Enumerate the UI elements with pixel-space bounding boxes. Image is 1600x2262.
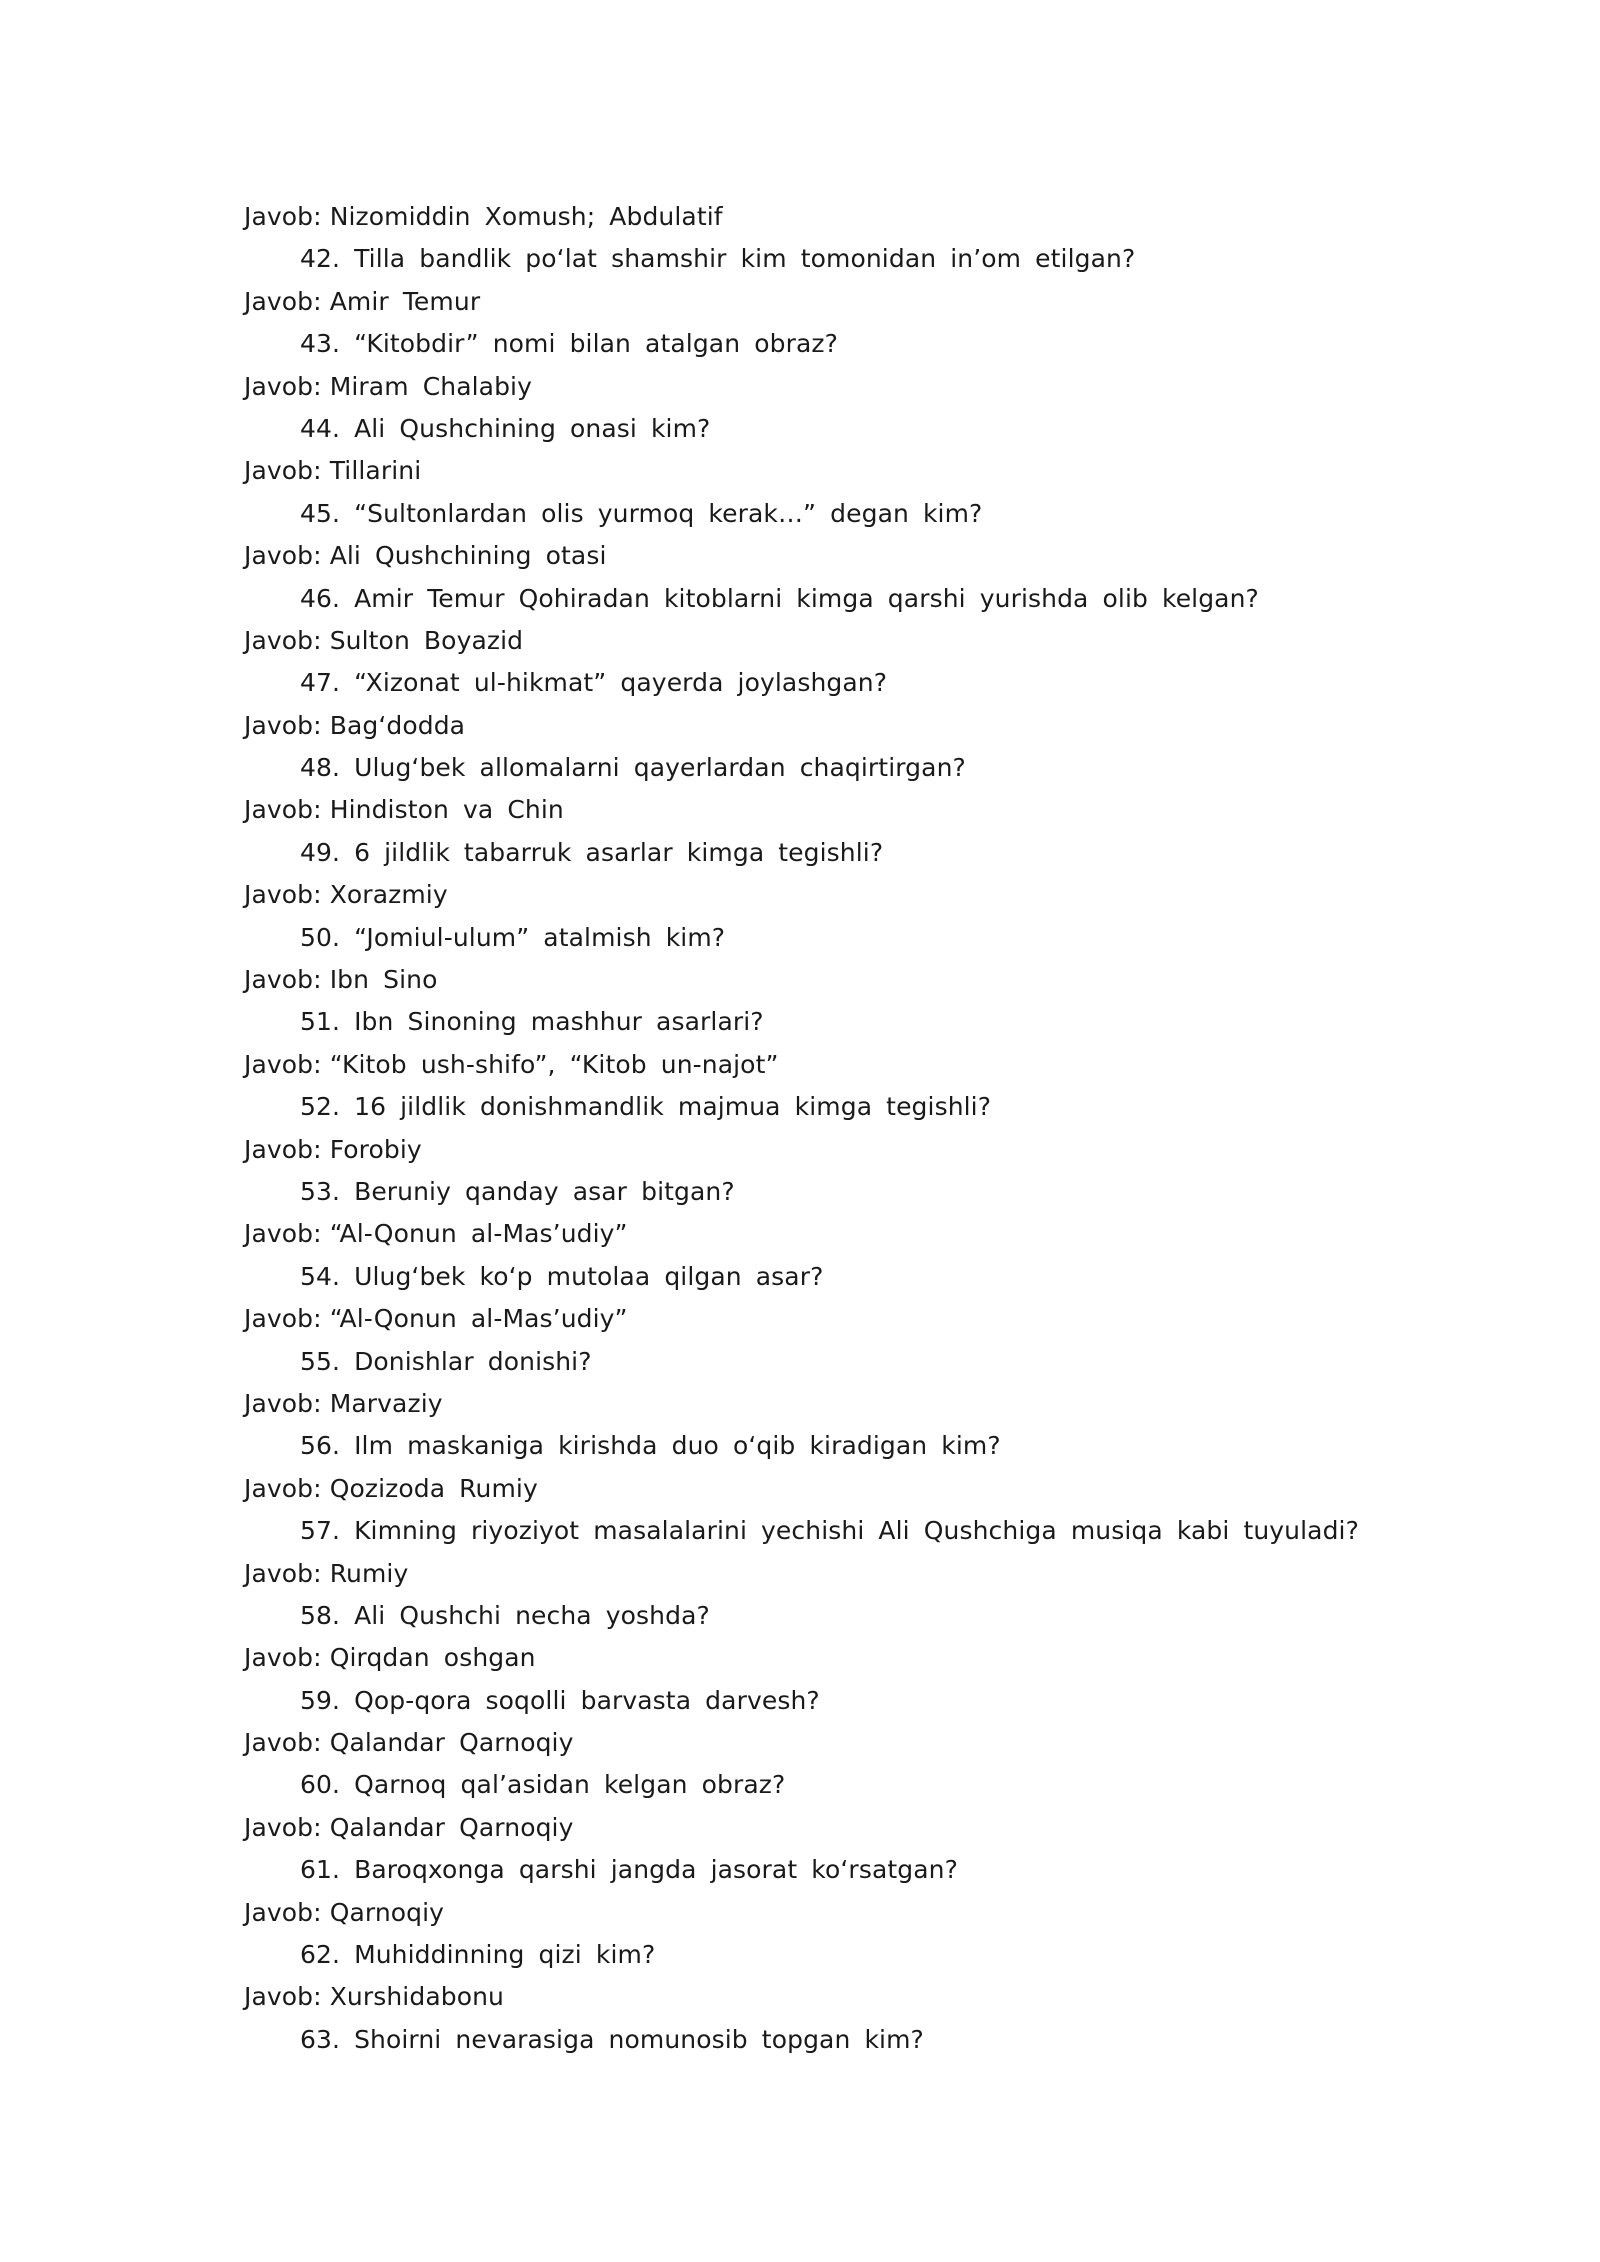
question-text: Ibn Sinoning mashhur asarlari? — [354, 1007, 764, 1037]
answer-text: Rumiy — [329, 1558, 409, 1588]
question-text: Ulug‘bek ko‘p mutolaa qilgan asar? — [354, 1261, 824, 1291]
answer-label: Javob: — [244, 710, 322, 740]
answer-label: Javob: — [244, 1473, 322, 1503]
question-number: 62. — [300, 1940, 341, 1970]
question-number: 49. — [300, 837, 341, 867]
question-number: 48. — [300, 753, 341, 783]
answer-label: Javob: — [244, 1643, 322, 1673]
answer-line — [244, 1553, 1424, 1595]
answer-text: Ali Qushchining otasi — [329, 541, 607, 571]
question-text: Baroqxonga qarshi jangda jasorat ko‘rsatgan? — [354, 1855, 958, 1885]
question-text: “Kitobdir” nomi bilan atalgan obraz? — [354, 329, 838, 359]
answer-line — [244, 281, 1424, 323]
answer-label: Javob: — [244, 456, 322, 486]
question-number: 42. — [300, 244, 341, 274]
question-line — [244, 408, 1424, 450]
answer-text: Marvaziy — [329, 1388, 443, 1418]
question-text: Beruniy qanday asar bitgan? — [354, 1176, 735, 1206]
question-line — [244, 1425, 1424, 1467]
question-line — [244, 1341, 1424, 1383]
answer-text: Qozizoda Rumiy — [329, 1473, 538, 1503]
question-text: 16 jildlik donishmandlik majmua kimga tegishli? — [354, 1092, 992, 1122]
question-number: 57. — [300, 1516, 341, 1546]
answer-line — [244, 1129, 1424, 1171]
question-line — [244, 1086, 1424, 1128]
question-line — [244, 832, 1424, 874]
question-line — [244, 493, 1424, 535]
answer-label: Javob: — [244, 371, 322, 401]
question-text: 6 jildlik tabarruk asarlar kimga tegishli? — [354, 837, 884, 867]
answer-text: “Kitob ush-shifo”, “Kitob un-najot” — [329, 1049, 779, 1079]
question-text: Qop-qora soqolli barvasta darvesh? — [354, 1685, 820, 1715]
question-number: 54. — [300, 1261, 341, 1291]
answer-label: Javob: — [244, 1728, 322, 1758]
answer-line — [244, 450, 1424, 492]
question-text: Ilm maskaniga kirishda duo o‘qib kiradigan kim? — [354, 1431, 1001, 1461]
answer-line — [244, 959, 1424, 1001]
answer-label: Javob: — [244, 286, 322, 316]
answer-label: Javob: — [244, 1897, 322, 1927]
answer-text: Xurshidabonu — [329, 1982, 504, 2012]
question-text: “Jomiul-ulum” atalmish kim? — [354, 922, 726, 952]
answer-label: Javob: — [244, 880, 322, 910]
question-text: Amir Temur Qohiradan kitoblarni kimga qarshi yurishda olib kelgan? — [354, 583, 1259, 613]
question-line — [244, 1849, 1424, 1891]
answer-line — [244, 1468, 1424, 1510]
question-line — [244, 662, 1424, 704]
answer-line — [244, 1892, 1424, 1934]
answer-text: Nizomiddin Xomush; Abdulatif — [329, 202, 723, 231]
answer-label: Javob: — [244, 1558, 322, 1588]
answer-label: Javob: — [244, 1049, 322, 1079]
answer-text: Forobiy — [329, 1134, 422, 1164]
question-number: 44. — [300, 413, 341, 443]
answer-line — [244, 196, 1424, 238]
question-number: 63. — [300, 2024, 341, 2054]
question-line — [244, 1256, 1424, 1298]
answer-label: Javob: — [244, 1304, 322, 1334]
answer-text: Hindiston va Chin — [329, 795, 564, 825]
answer-label: Javob: — [244, 1388, 322, 1418]
answer-line — [244, 1807, 1424, 1849]
qa-list — [244, 196, 1424, 2061]
answer-text: Qalandar Qarnoqiy — [329, 1728, 574, 1758]
answer-line — [244, 1298, 1424, 1340]
question-number: 60. — [300, 1770, 341, 1800]
question-number: 46. — [300, 583, 341, 613]
question-text: Ulug‘bek allomalarni qayerlardan chaqirtirgan? — [354, 753, 966, 783]
question-number: 58. — [300, 1600, 341, 1630]
answer-label: Javob: — [244, 1219, 322, 1249]
answer-text: Bag‘dodda — [329, 710, 466, 740]
answer-label: Javob: — [244, 965, 322, 995]
answer-line — [244, 705, 1424, 747]
answer-line — [244, 1722, 1424, 1764]
question-line — [244, 1510, 1424, 1552]
answer-text: Miram Chalabiy — [329, 371, 532, 401]
answer-line — [244, 789, 1424, 831]
answer-text: Ibn Sino — [329, 965, 438, 995]
question-number: 47. — [300, 668, 341, 698]
question-text: Kimning riyoziyot masalalarini yechishi Ali Qushchiga musiqa kabi tuyuladi? — [354, 1516, 1359, 1546]
question-text: Qarnoq qal’asidan kelgan obraz? — [354, 1770, 786, 1800]
answer-line — [244, 1044, 1424, 1086]
question-number: 59. — [300, 1685, 341, 1715]
question-number: 50. — [300, 922, 341, 952]
answer-label: Javob: — [244, 1134, 322, 1164]
answer-label: Javob: — [244, 625, 322, 655]
question-line — [244, 1680, 1424, 1722]
question-number: 51. — [300, 1007, 341, 1037]
answer-label: Javob: — [244, 202, 322, 231]
answer-text: Sulton Boyazid — [329, 625, 524, 655]
question-line — [244, 747, 1424, 789]
answer-line — [244, 1976, 1424, 2018]
answer-text: Xorazmiy — [329, 880, 448, 910]
answer-label: Javob: — [244, 1812, 322, 1842]
question-line — [244, 578, 1424, 620]
answer-text: “Al-Qonun al-Mas’udiy” — [329, 1304, 628, 1334]
question-line — [244, 1001, 1424, 1043]
question-line — [244, 1934, 1424, 1976]
answer-text: “Al-Qonun al-Mas’udiy” — [329, 1219, 628, 1249]
question-text: Tilla bandlik po‘lat shamshir kim tomonidan in’om etilgan? — [354, 244, 1136, 274]
question-text: “Xizonat ul-hikmat” qayerda joylashgan? — [354, 668, 888, 698]
question-number: 43. — [300, 329, 341, 359]
answer-line — [244, 1213, 1424, 1255]
question-text: Shoirni nevarasiga nomunosib topgan kim? — [354, 2024, 924, 2054]
question-line — [244, 1764, 1424, 1806]
question-number: 52. — [300, 1092, 341, 1122]
answer-line — [244, 874, 1424, 916]
answer-line — [244, 366, 1424, 408]
question-line — [244, 1171, 1424, 1213]
question-line — [244, 1595, 1424, 1637]
answer-text: Qalandar Qarnoqiy — [329, 1812, 574, 1842]
question-line — [244, 917, 1424, 959]
answer-text: Tillarini — [329, 456, 422, 486]
question-line — [244, 2019, 1424, 2061]
answer-label: Javob: — [244, 1982, 322, 2012]
question-number: 53. — [300, 1176, 341, 1206]
question-text: Ali Qushchi necha yoshda? — [354, 1600, 710, 1630]
answer-text: Qirqdan oshgan — [329, 1643, 536, 1673]
answer-line — [244, 1383, 1424, 1425]
answer-label: Javob: — [244, 795, 322, 825]
answer-text: Qarnoqiy — [329, 1897, 445, 1927]
answer-label: Javob: — [244, 541, 322, 571]
question-number: 61. — [300, 1855, 341, 1885]
answer-line — [244, 535, 1424, 577]
question-line — [244, 238, 1424, 280]
question-line — [244, 323, 1424, 365]
answer-line — [244, 1637, 1424, 1679]
answer-text: Amir Temur — [329, 286, 481, 316]
question-number: 55. — [300, 1346, 341, 1376]
question-text: Muhiddinning qizi kim? — [354, 1940, 656, 1970]
question-number: 56. — [300, 1431, 341, 1461]
question-text: Donishlar donishi? — [354, 1346, 592, 1376]
question-number: 45. — [300, 498, 341, 528]
answer-line — [244, 620, 1424, 662]
question-text: “Sultonlardan olis yurmoq kerak…” degan kim? — [354, 498, 983, 528]
question-text: Ali Qushchining onasi kim? — [354, 413, 711, 443]
